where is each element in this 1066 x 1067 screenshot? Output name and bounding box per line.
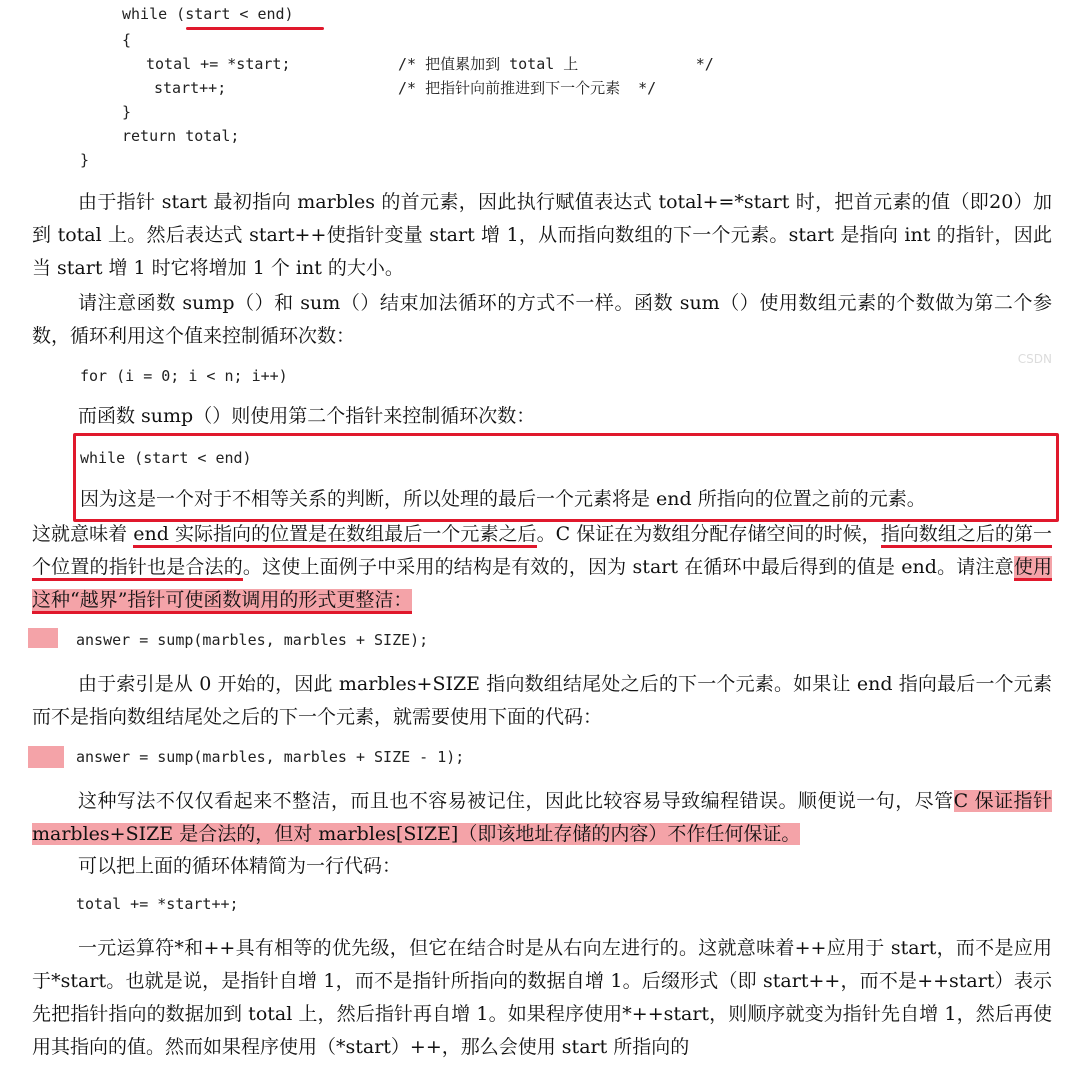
- highlight-marker: [28, 746, 64, 768]
- text-segment: 这就意味着: [32, 523, 128, 545]
- code-line-total: total += *start;: [146, 55, 291, 73]
- code-line-brace-open: {: [122, 31, 132, 49]
- code-line-function-close: }: [80, 151, 90, 169]
- underline-annotation: [186, 27, 324, 30]
- code-line-return: return total;: [122, 127, 240, 145]
- text-segment: 这种写法不仅仅看起来不整洁，而且也不容易被记住，因此比较容易导致编程错误。顺便说一句，尽管: [78, 790, 954, 812]
- text-segment: 。这使上面例子中采用的结构是有效的，因为 start 在循环中最后得到的值是 end。请注意: [242, 556, 1014, 578]
- paragraph-sump-sum: 请注意函数 sump（）和 sum（）结束加法循环的方式不一样。函数 sum（）使用数组元素的个数做为第二个参数，循环利用这个值来控制循环次数：: [32, 292, 1052, 347]
- highlight-marker: [28, 628, 58, 648]
- paragraph-sump-pointer: 而函数 sump（）则使用第二个指针来控制循环次数：: [78, 405, 536, 427]
- code-total-increment: total += *start++;: [76, 895, 239, 913]
- paragraph-simplify-loop: 可以把上面的循环体精简为一行代码：: [78, 855, 402, 877]
- paragraph-not-tidy: [32, 785, 1052, 851]
- code-for-loop: for (i = 0; i < n; i++): [80, 367, 288, 385]
- underlined-pointer-to: 指向: [881, 523, 919, 548]
- code-line-while: while (start < end): [122, 5, 294, 23]
- code-answer-size: answer = sump(marbles, marbles + SIZE);: [76, 631, 429, 649]
- watermark: CSDN: [1017, 352, 1052, 366]
- paragraph-end-pointer: [32, 518, 1052, 617]
- code-line-brace-close: }: [122, 103, 132, 121]
- paragraph-pointer-start: 由于指针 start 最初指向 marbles 的首元素，因此执行赋值表达式 total+=*start 时，把首元素的值（即20）加到 total 上。然后表达式 start++使指针变量 start 增 1，从而指向数组的下一个元素。start 是指向 int 的指针，因此当 start 增 1 时它将增加 1 个 int 的大小。: [32, 191, 1052, 279]
- code-answer-size-minus-one: answer = sump(marbles, marbles + SIZE - 1);: [76, 748, 465, 766]
- paragraph-index-zero: 由于索引是从 0 开始的，因此 marbles+SIZE 指向数组结尾处之后的下一个元素。如果让 end 指向最后一个元素而不是指向数组结尾处之后的下一个元素，就需要使用下面的代码：: [32, 673, 1052, 728]
- code-line-increment: start++;: [154, 79, 227, 97]
- text-segment: 。C 保证在为数组分配存储空间的时候，: [536, 523, 881, 545]
- paragraph-inequality: 因为这是一个对于不相等关系的判断，所以处理的最后一个元素将是 end 所指向的位置之前的元素。: [80, 488, 926, 510]
- code-while-condition: while (start < end): [80, 449, 252, 467]
- code-comment-total: /* 把值累加到 total 上 */: [398, 55, 714, 73]
- highlight-c-guarantee: C 保证指针 marbles+SIZE 是合法的，但对 marbles[SIZE]（即该地址存储的内容）不作任何保证。: [32, 790, 1053, 845]
- paragraph-unary-operators: 一元运算符*和++具有相等的优先级，但它在结合时是从右向左进行的。这就意味着++应用于 start，而不是应用于*start。也就是说，是指针自增 1，而不是指针所指向的数据自增 1。后缀形式（即 start++，而不是++start）表示先把指针指向的数据加到 total 上，然后指针再自增 1。如果程序使用*++start，则顺序就变为指针先自增 1，然后再使用其指向的值。然而如果程序使用（*start）++，那么会使用 start 所指向的: [32, 937, 1052, 1058]
- highlight-out-of-bounds-pointer: 使用这种“越界”指针可使函数调用的形式更整洁：: [32, 556, 1052, 614]
- code-comment-increment: /* 把指针向前推进到下一个元素 */: [398, 79, 657, 97]
- underlined-end-after-last: end 实际指向的位置是在数组最后一个元素之后: [133, 523, 536, 548]
- underlined-first-position-legal: 数组之后的第一个位置的指针也是合法的: [32, 523, 1052, 581]
